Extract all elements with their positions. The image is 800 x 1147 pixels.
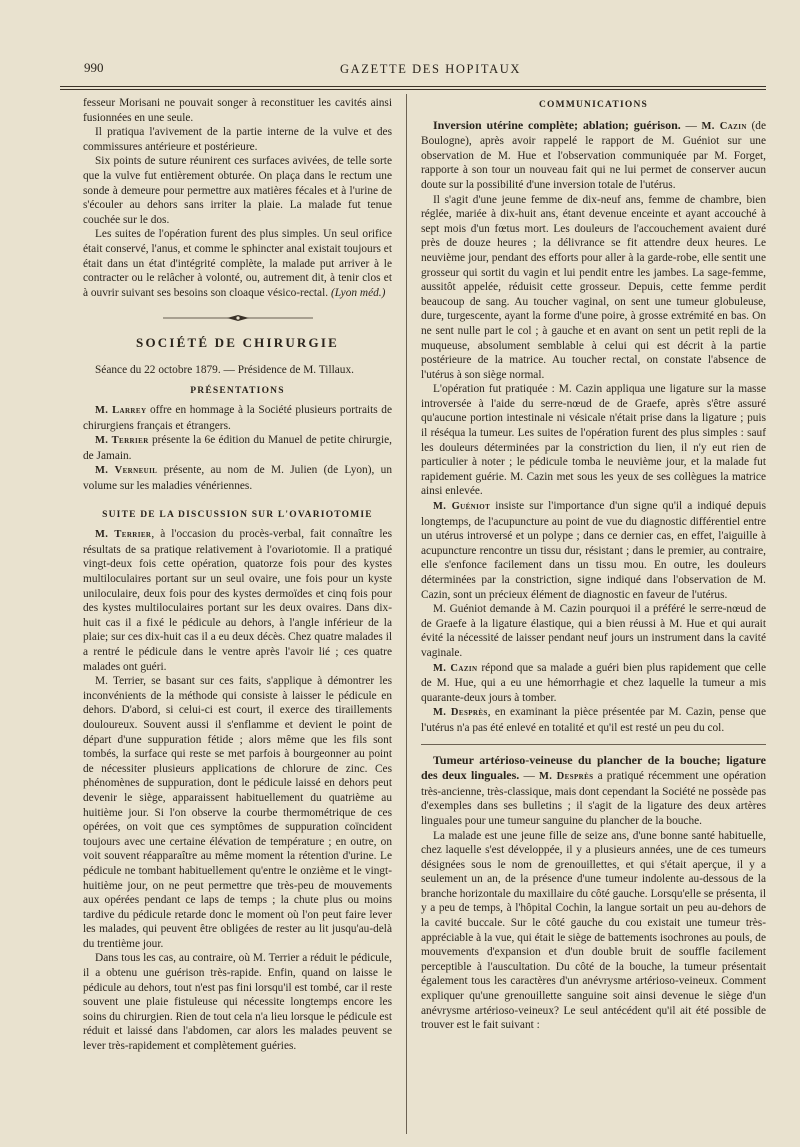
paragraph: La malade est une jeune fille de seize ans, d'une bonne santé habituelle, chez laquelle s'est développée, il y a plusieurs années, une de ces tumeurs désignées sous le nom de grenouillettes, et qui s'était aperçue, il y a seulement un an, de la présence d'une tumeur indolente au-dessous de la branche horizontale du maxillaire du côté gauche. Lorsqu'elle se présenta, il y a peu de temps, à l'hôpital Cochin, la langue sortait un peu au-dehors de la cavité buccale. Sur le côté gauche du cou existait une tumeur très-appréciable à la vue, qui était le siège de battements isochrones au pouls, de mouvements d'expansion et d'un double bruit de souffle facilement perceptible à l'auscultation. Du côté de la bouche, la tumeur présentait également tous les caractères d'un anévrysme artérioso-veineux. Comment expliquer qu'une grenouillette sanguine soit ainsi devenue le siège d'un anévrysme artérioso-veineux? Le seul antécédent qu'il ait été possible de trouver est le fait suivant : (421, 829, 766, 1032)
paragraph-text: (de Boulogne), après avoir rappelé le rapport de M. Guéniot sur une observation de M. Hue et l'observation communiquée par M. Forget, rapporte à son tour un nouveau fait qui ne lui permet de conserver aucun doute sur la possibilité d'une inversion totale de l'utérus. (421, 119, 766, 191)
paragraph: L'opération fut pratiquée : M. Cazin appliqua une ligature sur la masse introversée à l'aide du serre-nœud de de Graefe, après s'être assuré qu'aucune portion intestinale ni vésicale n'était prise dans la ligature ; puis il réséqua la tumeur. Les suites de l'opération furent des plus simples : sauf les douleurs déterminées par la constriction du lien, il n'y eut rien de particulier à noter ; le pédicule tomba le neuvième jour, et la malade fut rapidement guérie. M. Cazin met sous les yeux de ses collègues la matrice ainsi enlevée. (421, 383, 766, 498)
paragraph: Tumeur artérioso-veineuse du plancher de la bouche; ligature des deux linguales. — M. Desprès a pratiqué récemment une opération très-ancienne, très-classique, mais dont cependant la Société ne possède pas d'exemples dans ses bulletins ; il s'agit de la ligature des deux artères linguales pour une tumeur sanguine du plancher de la bouche. (421, 752, 766, 827)
paragraph (83, 527, 392, 674)
subheading: SUITE DE LA DISCUSSION SUR L'OVARIOTOMIE (102, 509, 373, 520)
paragraph: Dans tous les cas, au contraire, où M. Terrier a réduit le pédicule, il a obtenu une guérison très-rapide. Enfin, quand on laisse le pédicule au dehors, tout n'est pas fini lorsqu'il est tombé, car il reste souvent une plaie fistuleuse qui nécessite longtemps encore les soins du chirurgien. Rien de tout cela n'a lieu lorsque le pédicule est réduit et laissé dans l'abdomen, car alors les malades peuvent se lever très-rapidement et complètement guéries. (83, 952, 392, 1053)
speaker-name: M. Desprès (538, 771, 594, 783)
paragraph-text: offre en hommage à la Société plusieurs portraits de chirurgiens français et étrangers. (83, 404, 392, 432)
paragraph: Six points de suture réunirent ces surfaces avivées, de telle sorte que la vulve fut entièrement obturée. On plaça dans le rectum une sonde à demeure pour permettre aux matières fécales et à l'urine de s'écouler au dehors sans irriter la plaie. La malade fut tenue couchée sur le dos. (83, 155, 392, 226)
paragraph-text: présente la 6e édition du Manuel de petite chirurgie, de Jamain. (83, 434, 392, 462)
speaker-name: M. Terrier (95, 435, 149, 447)
paragraph-text: Les suites de l'opération furent des plus simples. Un seul orifice était conservé, l'anus, et comme le sphincter anal existait toujours et était dans un état d'intégrité complète, la malade put arriver à le contracter ou le relâcher à volonté, ou, autrement dit, à tenir clos et à ouvrir suivant ses besoins son cloaque vésico-rectal. (83, 228, 392, 299)
article-title: Inversion utérine complète; ablation; guérison. (433, 117, 681, 132)
paragraph-text: répond que sa malade a guéri bien plus rapidement que celle de M. Hue, qui a eu une hémorrhagie et chez laquelle la tumeur a mis quarante-deux jours à tomber. (421, 661, 767, 704)
source-citation: (Lyon méd.) (330, 286, 386, 299)
paragraph-text: insiste sur l'importance d'un signe qu'il a indiqué depuis longtemps, de l'acupuncture au point de vue du diagnostic différentiel entre un utérus introversé et un polype ; dans ce dernier cas, en effet, l'aiguille à acupuncture rencontre un tissu dur, résistant ; dans le premier, au contraire, elle s'enfonce facilement dans un tissu mou. En outre, les douleurs déterminées par la constriction, signe indiqué dans l'observation de M. Cazin, sont un précieux élément de diagnostic en faveur de l'utérus. (421, 500, 766, 601)
section-rule (421, 744, 766, 745)
speaker-name: M. Guéniot (433, 501, 491, 513)
column-divider (406, 94, 407, 1134)
paragraph (83, 403, 392, 433)
paragraph: M. Guéniot demande à M. Cazin pourquoi il a préféré le serre-nœud de de Graefe à la ligature élastique, qui a bien réussi à M. Hue et qui aurait évité la nécessité de laisser pendant neuf jours un instrument dans la cavité vaginale. (421, 603, 766, 659)
paragraph-text: a pratiqué récemment une opération très-ancienne, très-classique, mais dont cependant la Société ne possède pas d'exemples dans ses bulletins ; il s'agit de la ligature des deux artères linguales pour une tumeur sanguine du plancher de la bouche. (421, 770, 766, 827)
paragraph-text: , en examinant la pièce présentée par M. Cazin, pense que l'utérus n'a pas été enlevé en totalité et qu'il est resté un peu du col. (421, 706, 767, 734)
paragraph (421, 661, 766, 706)
speaker-name: M. Desprès (433, 707, 488, 719)
paragraph-text: , à l'occasion du procès-verbal, fait connaître les résultats de sa pratique relativement à l'ovariotomie. Il a pratiqué vingt-deux fois cette opération, quatorze fois pour des kystes multiloculaires portant sur un seul ovaire, une fois pour un kyste uniloculaire, deux fois pour des kystes dermoïdes et cinq fois pour des kystes multiloculaires portant sur les deux ovaires. Dans dix-huit cas il a fixé le pédicule au dehors, à l'angle inférieur de la plaie; sur ces dix-huit cas il a eu deux décès. Chez quatre malades il a rentré le pédicule dans le ventre après l'avoir lié ; ces quatre malades ont guéri. (83, 528, 392, 673)
speaker-name: M. Cazin (433, 662, 478, 674)
ornament-divider (163, 314, 313, 322)
paragraph (421, 499, 766, 602)
paragraph: Il pratiqua l'avivement de la partie interne de la vulve et des commissures antérieure et postérieure. (83, 126, 392, 153)
paragraph (421, 705, 766, 735)
speaker-name: M. Larrey (95, 405, 147, 417)
section-title: SOCIÉTÉ DE CHIRURGIE (136, 335, 339, 351)
right-column (421, 96, 766, 1033)
speaker-name: M. Cazin (701, 120, 747, 132)
session-line: Séance du 22 octobre 1879. — Présidence de M. Tillaux. (95, 363, 354, 376)
paragraph: fesseur Morisani ne pouvait songer à reconstituer les cavités ainsi fusionnées en une seule. (83, 97, 392, 124)
article-title: Tumeur artérioso-veineuse du plancher de la bouche; ligature des deux linguales. (421, 752, 766, 783)
paragraph-text: présente, au nom de M. Julien (de Lyon), un volume sur les maladies vénériennes. (83, 464, 392, 493)
paragraph (83, 433, 392, 463)
page-number: 990 (84, 60, 104, 75)
paragraph: Inversion utérine complète; ablation; guérison. — M. Cazin (de Boulogne), après avoir rappelé le rapport de M. Guéniot sur une observation de M. Hue et l'observation communiquée par M. Forget, rapporte à son tour un nouveau fait qui ne lui permet de conserver aucun doute sur la possibilité d'une inversion totale de l'utérus. (421, 117, 766, 191)
paragraph (83, 227, 392, 300)
paragraph (83, 463, 392, 493)
running-title: GAZETTE DES HOPITAUX (340, 62, 521, 76)
page-header (60, 56, 768, 84)
paragraph: M. Terrier, se basant sur ces faits, s'applique à démontrer les inconvénients de la méthode qui consiste à laisser le pédicule en dehors. D'abord, si celui-ci est court, il exerce des tiraillements douloureux. Souvent aussi il s'enflamme et devient le point de départ d'une suppuration fétide ; alors même que les fils sont tombés, la surface qui reste se met parfois à bourgeonner au point de nécessiter plusieurs applications de chlorure de zinc. Ces phénomènes de suppuration, dont le pédicule laissé en dehors peut devenir le siège, apparaissent habituellement du quatrième au huitième jour. Si l'on observe la courbe thermométrique de ces opérées, on voit que ces symptômes de suppuration coïncident toujours avec une certaine élévation de température ; en outre, on voit souvent réapparaître au même moment la rétention d'urine. Le pédicule ne tombant habituellement qu'entre le onzième et le vingt-huitième jour, on ne peut permettre que très-peu de mouvements aux opérées pendant ce laps de temps ; la chute plus ou moins tardive du pédicule retarde donc le moment où l'on peut faire lever les malades, qui peuvent être obligées de rester au lit jusqu'au-delà du trentième jour. (83, 675, 392, 950)
speaker-name: M. Verneuil (95, 465, 158, 477)
left-column (83, 96, 392, 1054)
header-rule (60, 86, 766, 90)
paragraph: Il s'agit d'une jeune femme de dix-neuf ans, femme de chambre, bien réglée, mariée à dix-huit ans, étant devenue enceinte et ayant accouché à sept mois d'un fœtus mort. Les douleurs de l'accouchement avaient duré près de douze heures ; la délivrance se fit attendre deux heures. Le neuvième jour, pendant des efforts pour aller à la garde-robe, elle sentit une grosseur qui sortit du vagin et lui pendit entre les jambes. La sage-femme, aussitôt appelée, réduisit cette grosseur. Depuis, cette femme perdit beaucoup de sang. Au toucher vaginal, on sent une tumeur globuleuse, dure, turgescente, ayant la forme d'une poire, à grosse extrémité en bas. On ne sent nulle part le col ; à gauche et en avant on sent un petit repli de la muqueuse, absolument semblable à celui qui est décrit à la partie postérieure de la matrice. Au toucher rectal, on constate l'absence de l'utérus à son siège normal. (421, 193, 766, 381)
subheading: COMMUNICATIONS (539, 100, 648, 110)
subheading: PRÉSENTATIONS (190, 385, 285, 396)
speaker-name: M. Terrier (95, 529, 152, 541)
